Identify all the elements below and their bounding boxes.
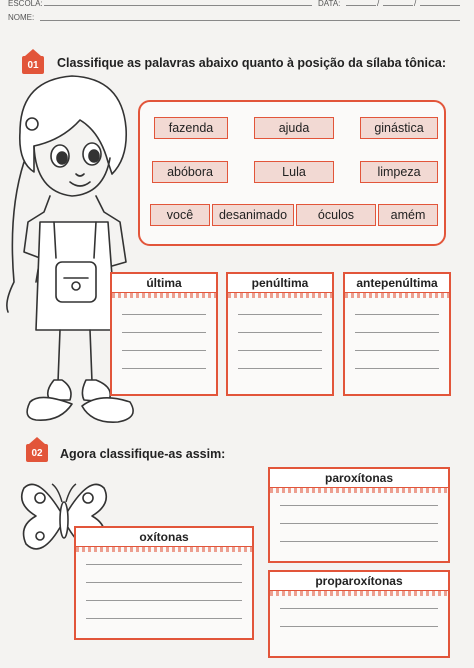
date-year-field[interactable] xyxy=(420,5,460,6)
box-title: oxítonas xyxy=(76,528,252,547)
answer-line[interactable] xyxy=(355,332,439,333)
question-number-badge: 02 xyxy=(26,444,48,462)
box-paroxitonas xyxy=(268,467,450,563)
word-chip: ginástica xyxy=(360,117,438,139)
answer-line[interactable] xyxy=(280,523,438,524)
answer-line[interactable] xyxy=(122,368,206,369)
decorative-border xyxy=(270,488,448,493)
answer-line[interactable] xyxy=(238,368,322,369)
decorative-border xyxy=(228,293,332,298)
word-chip: fazenda xyxy=(154,117,228,139)
decorative-border xyxy=(345,293,449,298)
word-chip: Lula xyxy=(254,161,334,183)
word-chip: ajuda xyxy=(254,117,334,139)
answer-line[interactable] xyxy=(122,314,206,315)
answer-line[interactable] xyxy=(238,332,322,333)
school-label: ESCOLA: xyxy=(8,0,43,8)
decorative-border xyxy=(112,293,216,298)
date-separator: / xyxy=(414,0,417,8)
box-title: paroxítonas xyxy=(270,469,448,488)
box-oxitonas xyxy=(74,526,254,640)
school-field[interactable] xyxy=(44,5,312,6)
decorative-border xyxy=(76,547,252,552)
question-2-instruction: Agora classifique-as assim: xyxy=(60,447,226,461)
word-chip: desanimado xyxy=(212,204,294,226)
worksheet-header xyxy=(0,0,474,28)
column-title: antepenúltima xyxy=(345,274,449,293)
answer-line[interactable] xyxy=(86,600,242,601)
answer-line[interactable] xyxy=(86,618,242,619)
answer-line[interactable] xyxy=(280,626,438,627)
answer-line[interactable] xyxy=(355,350,439,351)
word-chip: limpeza xyxy=(360,161,438,183)
answer-line[interactable] xyxy=(238,350,322,351)
answer-line[interactable] xyxy=(355,314,439,315)
name-label: NOME: xyxy=(8,13,35,22)
date-separator: / xyxy=(377,0,380,8)
column-title: última xyxy=(112,274,216,293)
box-proparoxitonas xyxy=(268,570,450,658)
answer-line[interactable] xyxy=(238,314,322,315)
date-day-field[interactable] xyxy=(346,5,376,6)
column-antepenultima xyxy=(343,272,451,396)
answer-line[interactable] xyxy=(122,350,206,351)
answer-line[interactable] xyxy=(280,608,438,609)
question-number-badge: 01 xyxy=(22,56,44,74)
date-month-field[interactable] xyxy=(383,5,413,6)
question-1-instruction: Classifique as palavras abaixo quanto à posição da sílaba tônica: xyxy=(57,56,447,70)
answer-line[interactable] xyxy=(86,582,242,583)
word-chip: abóbora xyxy=(152,161,228,183)
date-label: DATA: xyxy=(318,0,341,8)
answer-line[interactable] xyxy=(355,368,439,369)
word-chip: amém xyxy=(378,204,438,226)
column-penultima xyxy=(226,272,334,396)
answer-line[interactable] xyxy=(280,541,438,542)
box-title: proparoxítonas xyxy=(270,572,448,591)
column-ultima xyxy=(110,272,218,396)
word-chip: óculos xyxy=(296,204,376,226)
word-chip: você xyxy=(150,204,210,226)
answer-line[interactable] xyxy=(122,332,206,333)
decorative-border xyxy=(270,591,448,596)
column-title: penúltima xyxy=(228,274,332,293)
name-field[interactable] xyxy=(40,20,460,21)
answer-line[interactable] xyxy=(86,564,242,565)
answer-line[interactable] xyxy=(280,505,438,506)
